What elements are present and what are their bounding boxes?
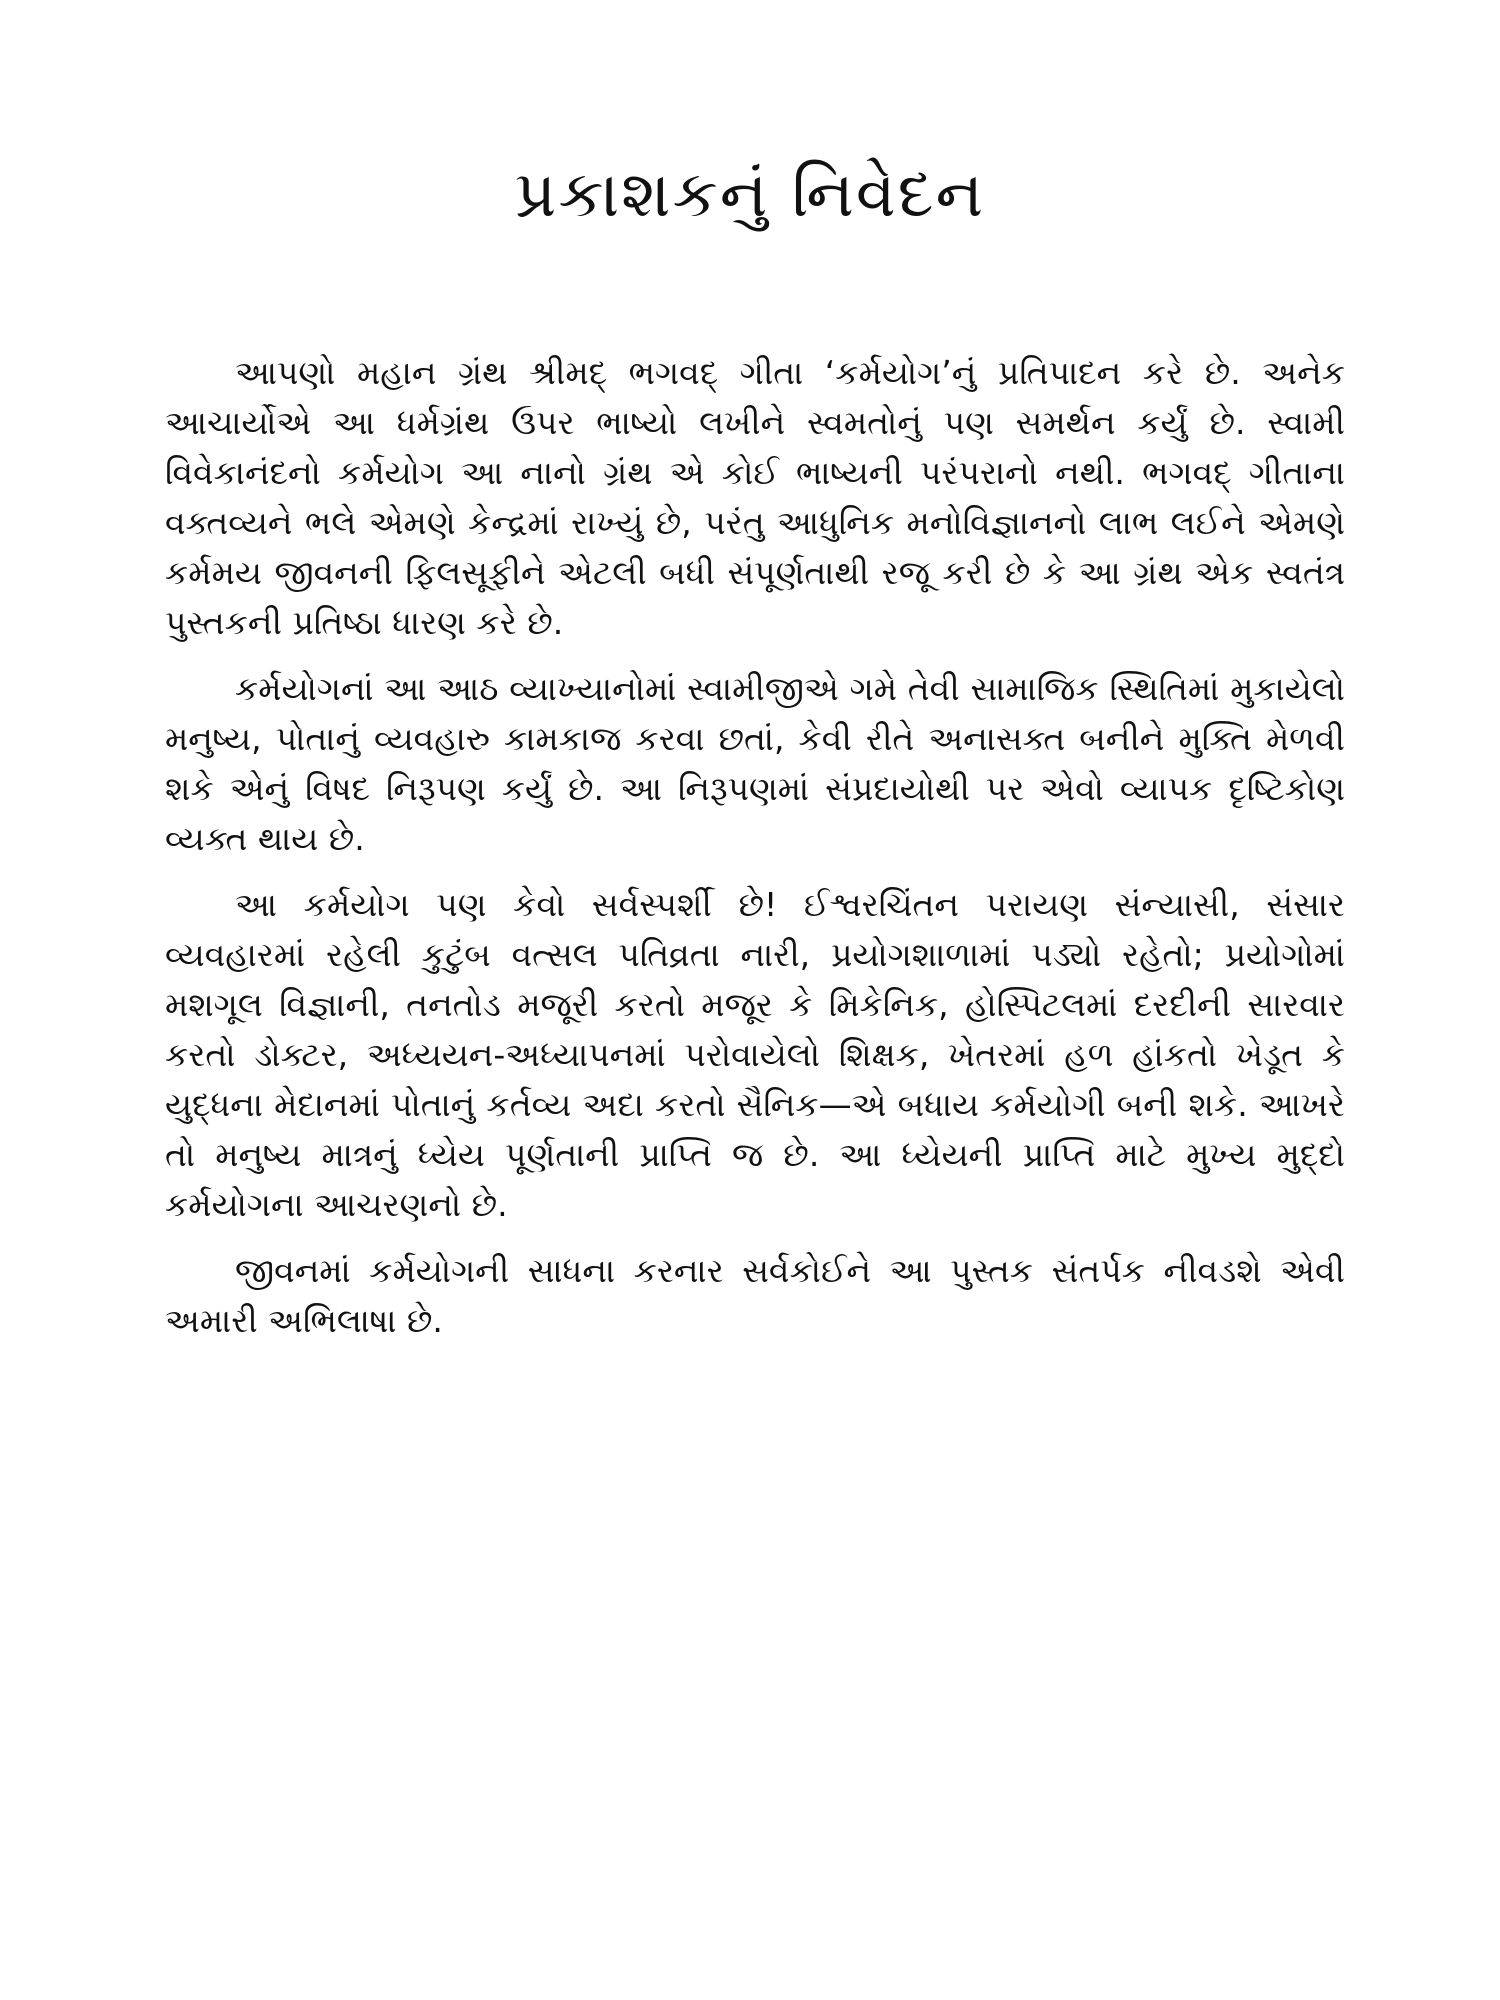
page-title: પ્રકાશકનું નિવેદન bbox=[514, 158, 986, 232]
document-body bbox=[165, 348, 1345, 1362]
paragraph-2: કર્મયોગનાં આ આઠ વ્યાખ્યાનોમાં સ્વામીજીએ ગમે તેવી સામાજિક સ્થિતિમાં મુકાયેલો મનુષ્ય, પોતાનું વ્યવહારુ કામકાજ કરવા છતાં, કેવી રીતે અનાસક્ત બનીને મુક્તિ મેળવી શકે એનું વિષદ નિરૂપણ કર્યું છે. આ નિરૂપણમાં સંપ્રદાયોથી પર એવો વ્યાપક દૃષ્ટિકોણ વ્યક્ત થાય છે. bbox=[165, 669, 1345, 858]
paragraph-1: આપણો મહાન ગ્રંથ શ્રીમદ્ ભગવદ્ ગીતા ‘કર્મયોગ’નું પ્રતિપાદન કરે છે. અનેક આચાર્યોએ આ ધર્મગ્રંથ ઉપર ભાષ્યો લખીને સ્વમતોનું પણ સમર્થન કર્યું છે. સ્વામી વિવેકાનંદનો કર્મયોગ આ નાનો ગ્રંથ એ કોઈ ભાષ્યની પરંપરાનો નથી. ભગવદ્ ગીતાના વક્તવ્યને ભલે એમણે કેન્દ્રમાં રાખ્યું છે, પરંતુ આધુનિક મનોવિજ્ઞાનનો લાભ લઈને એમણે કર્મમય જીવનની ફિલસૂફીને એટલી બધી સંપૂર્ણતાથી રજૂ કરી છે કે આ ગ્રંથ એક સ્વતંત્ર પુસ્તકની પ્રતિષ્ઠા ધારણ કરે છે. bbox=[165, 353, 1345, 642]
paragraph-3: આ કર્મયોગ પણ કેવો સર્વસ્પર્શી છે! ઈશ્વરચિંતન પરાયણ સંન્યાસી, સંસાર વ્યવહારમાં રહેલી કુટુંબ વત્સલ પતિવ્રતા નારી, પ્રયોગશાળામાં પડ્યો રહેતો; પ્રયોગોમાં મશગૂલ વિજ્ઞાની, તનતોડ મજૂરી કરતો મજૂર કે મિકેનિક, હોસ્પિટલમાં દરદીની સારવાર કરતો ડોક્ટર, અધ્યયન-અધ્યાપનમાં પરોવાયેલો શિક્ષક, ખેતરમાં હળ હાંકતો ખેડૂત કે યુદ્ધના મેદાનમાં પોતાનું કર્તવ્ય અદા કરતો સૈનિક—એ બધાય કર્મયોગી બની શકે. આખરે તો મનુષ્ય માત્રનું ધ્યેય પૂર્ણતાની પ્રાપ્તિ જ છે. આ ધ્યેયની પ્રાપ્તિ માટે મુખ્ય મુદ્દો કર્મયોગના આચરણનો છે. bbox=[165, 885, 1345, 1224]
paragraph-4: જીવનમાં કર્મયોગની સાધના કરનાર સર્વકોઈને આ પુસ્તક સંતર્પક નીવડશે એવી અમારી અભિલાષા છે. bbox=[165, 1251, 1345, 1340]
